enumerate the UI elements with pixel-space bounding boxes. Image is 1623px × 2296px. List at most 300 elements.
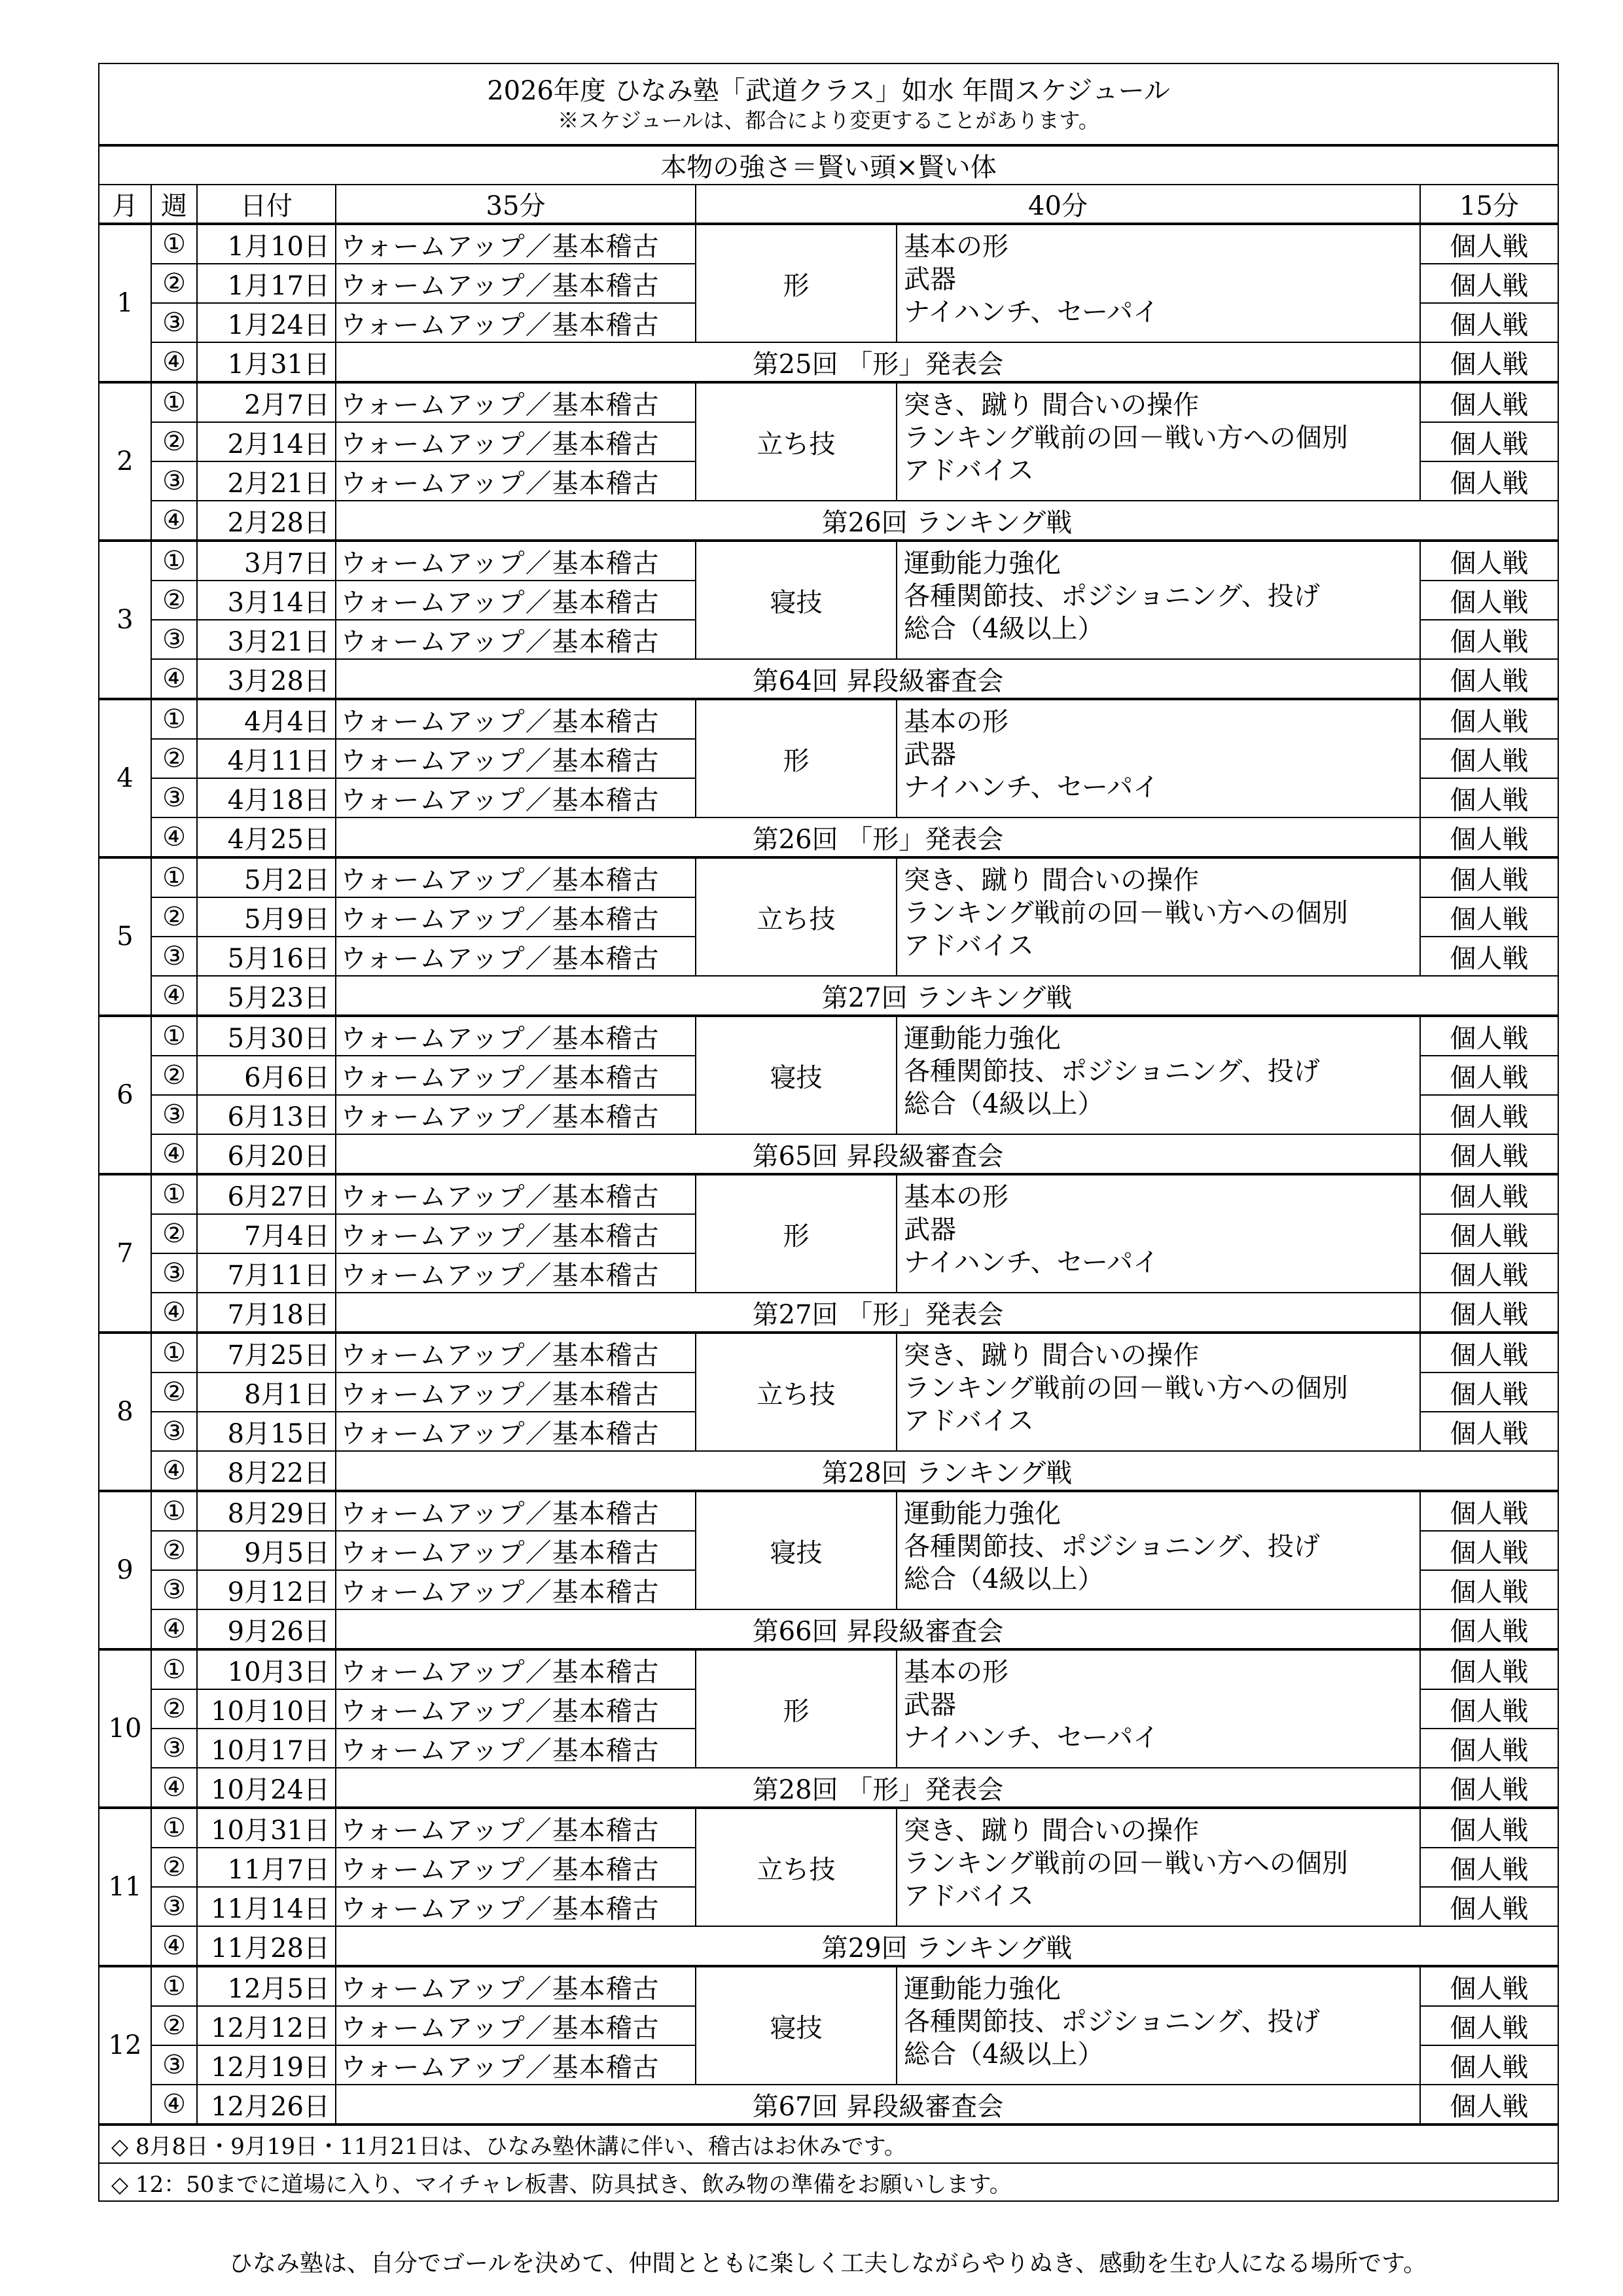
session-date: 6月27日 [197, 1174, 336, 1214]
warmup-cell: ウォームアップ／基本稽古 [336, 382, 696, 422]
individual-match-cell: 個人戦 [1420, 1134, 1558, 1174]
month-label: 12 [99, 1966, 151, 2125]
warmup-cell: ウォームアップ／基本稽古 [336, 857, 696, 897]
title-block [99, 63, 1558, 145]
week-number: ② [151, 1531, 197, 1570]
warmup-cell: ウォームアップ／基本稽古 [336, 1056, 696, 1095]
session-date: 7月11日 [197, 1253, 336, 1293]
month-label: 8 [99, 1333, 151, 1491]
warmup-cell: ウォームアップ／基本稽古 [336, 2006, 696, 2045]
warmup-cell: ウォームアップ／基本稽古 [336, 1095, 696, 1134]
schedule-row [99, 1768, 1558, 1808]
topic-detail-line: 武器 [904, 1690, 956, 1720]
warmup-cell: ウォームアップ／基本稽古 [336, 897, 696, 937]
week-number: ③ [151, 2045, 197, 2085]
session-date: 8月22日 [197, 1451, 336, 1491]
individual-match-cell: 個人戦 [1420, 2045, 1558, 2085]
warmup-cell: ウォームアップ／基本稽古 [336, 224, 696, 264]
week-number: ② [151, 739, 197, 778]
individual-match-cell: 個人戦 [1420, 937, 1558, 976]
topic-detail-line: 運動能力強化 [904, 548, 1061, 579]
week-number: ④ [151, 1134, 197, 1174]
session-date: 10月31日 [197, 1808, 336, 1848]
individual-match-cell: 個人戦 [1420, 1729, 1558, 1768]
warmup-cell: ウォームアップ／基本稽古 [336, 1174, 696, 1214]
session-date: 2月21日 [197, 461, 336, 501]
warmup-cell: ウォームアップ／基本稽古 [336, 2045, 696, 2085]
topic-name: 立ち技 [696, 382, 897, 501]
event-cell: 第26回 「形」発表会 [336, 817, 1420, 857]
warmup-cell: ウォームアップ／基本稽古 [336, 1808, 696, 1848]
week-number: ② [151, 1372, 197, 1412]
schedule-row [99, 2085, 1558, 2125]
session-date: 8月29日 [197, 1491, 336, 1531]
note-text: ◇ 12：50までに道場に入り、マイチャレ板書、防具拭き、飲み物の準備をお願いします。 [99, 2163, 1558, 2201]
individual-match-cell: 個人戦 [1420, 303, 1558, 342]
topic-name: 形 [696, 699, 897, 817]
session-date: 5月9日 [197, 897, 336, 937]
individual-match-cell: 個人戦 [1420, 1966, 1558, 2006]
event-cell: 第64回 昇段級審査会 [336, 659, 1420, 699]
topic-details [897, 1016, 1420, 1134]
week-number: ④ [151, 2085, 197, 2125]
individual-match-cell: 個人戦 [1420, 1372, 1558, 1412]
topic-detail-line: ランキング戦前の回－戦い方への個別 [904, 423, 1348, 453]
individual-match-cell: 個人戦 [1420, 224, 1558, 264]
individual-match-cell: 個人戦 [1420, 817, 1558, 857]
topic-details [897, 1174, 1420, 1293]
week-number: ② [151, 422, 197, 461]
warmup-cell: ウォームアップ／基本稽古 [336, 1412, 696, 1451]
schedule-row [99, 501, 1558, 541]
session-date: 1月31日 [197, 342, 336, 382]
topic-name: 形 [696, 1649, 897, 1768]
schedule-table [98, 63, 1559, 2202]
session-date: 6月20日 [197, 1134, 336, 1174]
individual-match-cell: 個人戦 [1420, 857, 1558, 897]
month-label: 9 [99, 1491, 151, 1649]
session-date: 12月19日 [197, 2045, 336, 2085]
session-date: 12月12日 [197, 2006, 336, 2045]
week-number: ④ [151, 817, 197, 857]
session-date: 5月2日 [197, 857, 336, 897]
individual-match-cell: 個人戦 [1420, 422, 1558, 461]
week-number: ④ [151, 976, 197, 1016]
topic-detail-line: 基本の形 [904, 1657, 1008, 1687]
session-date: 4月4日 [197, 699, 336, 739]
topic-detail-line: 武器 [904, 264, 956, 295]
schedule-row [99, 382, 1558, 422]
individual-match-cell: 個人戦 [1420, 1887, 1558, 1926]
event-cell: 第27回 「形」発表会 [336, 1293, 1420, 1333]
topic-detail-line: 各種関節技、ポジショニング、投げ [904, 581, 1320, 611]
session-date: 6月6日 [197, 1056, 336, 1095]
individual-match-cell: 個人戦 [1420, 1412, 1558, 1451]
session-date: 2月28日 [197, 501, 336, 541]
warmup-cell: ウォームアップ／基本稽古 [336, 1887, 696, 1926]
week-number: ② [151, 2006, 197, 2045]
session-date: 3月21日 [197, 620, 336, 659]
topic-detail-line: ランキング戦前の回－戦い方への個別 [904, 1848, 1348, 1878]
schedule-sheet [98, 63, 1558, 2202]
col-40min-header: 40分 [696, 185, 1420, 224]
month-label: 7 [99, 1174, 151, 1333]
topic-name: 立ち技 [696, 1333, 897, 1451]
warmup-cell: ウォームアップ／基本稽古 [336, 541, 696, 581]
warmup-cell: ウォームアップ／基本稽古 [336, 1729, 696, 1768]
footer-motto: ひなみ塾は、自分でゴールを決めて、仲間とともに楽しく工夫しながらやりぬき、感動を生む人になる場所です。 [228, 2250, 1427, 2277]
month-label: 1 [99, 224, 151, 382]
warmup-cell: ウォームアップ／基本稽古 [336, 1333, 696, 1372]
session-date: 12月5日 [197, 1966, 336, 2006]
col-15min-header: 15分 [1420, 185, 1558, 224]
schedule-row [99, 1491, 1558, 1531]
warmup-cell: ウォームアップ／基本稽古 [336, 1689, 696, 1729]
schedule-row [99, 1016, 1558, 1056]
session-date: 11月28日 [197, 1926, 336, 1966]
topic-detail-line: アドバイス [904, 931, 1034, 961]
schedule-row [99, 541, 1558, 581]
week-number: ① [151, 1966, 197, 2006]
warmup-cell: ウォームアップ／基本稽古 [336, 581, 696, 620]
topic-detail-line: 突き、蹴り 間合いの操作 [904, 390, 1200, 420]
week-number: ④ [151, 1768, 197, 1808]
week-number: ③ [151, 1570, 197, 1609]
session-date: 9月12日 [197, 1570, 336, 1609]
week-number: ① [151, 1808, 197, 1848]
warmup-cell: ウォームアップ／基本稽古 [336, 778, 696, 817]
note-text: ◇ 8月8日・9月19日・11月21日は、ひなみ塾休講に伴い、稽古はお休みです。 [99, 2125, 1558, 2163]
topic-details [897, 1966, 1420, 2085]
warmup-cell: ウォームアップ／基本稽古 [336, 1372, 696, 1412]
session-date: 4月11日 [197, 739, 336, 778]
week-number: ④ [151, 501, 197, 541]
topic-detail-line: 基本の形 [904, 707, 1008, 737]
topic-detail-line: 基本の形 [904, 1182, 1008, 1212]
individual-match-cell: 個人戦 [1420, 264, 1558, 303]
month-label: 5 [99, 857, 151, 1016]
warmup-cell: ウォームアップ／基本稽古 [336, 1016, 696, 1056]
individual-match-cell: 個人戦 [1420, 778, 1558, 817]
session-date: 2月14日 [197, 422, 336, 461]
note-row [99, 2163, 1558, 2201]
individual-match-cell: 個人戦 [1420, 1174, 1558, 1214]
individual-match-cell: 個人戦 [1420, 581, 1558, 620]
col-date-header: 日付 [197, 185, 336, 224]
week-number: ① [151, 699, 197, 739]
warmup-cell: ウォームアップ／基本稽古 [336, 303, 696, 342]
event-cell: 第66回 昇段級審査会 [336, 1609, 1420, 1649]
session-date: 10月17日 [197, 1729, 336, 1768]
event-cell: 第27回 ランキング戦 [336, 976, 1558, 1016]
event-cell: 第26回 ランキング戦 [336, 501, 1558, 541]
warmup-cell: ウォームアップ／基本稽古 [336, 699, 696, 739]
week-number: ③ [151, 1253, 197, 1293]
topic-detail-line: ランキング戦前の回－戦い方への個別 [904, 898, 1348, 928]
topic-name: 立ち技 [696, 1808, 897, 1926]
week-number: ② [151, 1214, 197, 1253]
individual-match-cell: 個人戦 [1420, 1570, 1558, 1609]
topic-name: 寝技 [696, 1491, 897, 1609]
individual-match-cell: 個人戦 [1420, 1768, 1558, 1808]
individual-match-cell: 個人戦 [1420, 1293, 1558, 1333]
warmup-cell: ウォームアップ／基本稽古 [336, 1848, 696, 1887]
week-number: ③ [151, 303, 197, 342]
week-number: ① [151, 1649, 197, 1689]
topic-details [897, 1808, 1420, 1926]
individual-match-cell: 個人戦 [1420, 1609, 1558, 1649]
schedule-row [99, 1966, 1558, 2006]
topic-details [897, 699, 1420, 817]
week-number: ① [151, 1016, 197, 1056]
individual-match-cell: 個人戦 [1420, 620, 1558, 659]
individual-match-cell: 個人戦 [1420, 461, 1558, 501]
topic-detail-line: 突き、蹴り 間合いの操作 [904, 1816, 1200, 1846]
schedule-row [99, 224, 1558, 264]
week-number: ③ [151, 620, 197, 659]
topic-detail-line: アドバイス [904, 1881, 1034, 1911]
session-date: 4月18日 [197, 778, 336, 817]
week-number: ③ [151, 778, 197, 817]
slogan: 本物の強さ＝賢い頭×賢い体 [99, 145, 1558, 185]
session-date: 3月14日 [197, 581, 336, 620]
individual-match-cell: 個人戦 [1420, 1689, 1558, 1729]
topic-detail-line: 突き、蹴り 間合いの操作 [904, 1340, 1200, 1371]
session-date: 3月28日 [197, 659, 336, 699]
event-cell: 第65回 昇段級審査会 [336, 1134, 1420, 1174]
individual-match-cell: 個人戦 [1420, 739, 1558, 778]
topic-detail-line: 各種関節技、ポジショニング、投げ [904, 1532, 1320, 1562]
topic-detail-line: ナイハンチ、セーパイ [904, 1723, 1159, 1753]
session-date: 11月14日 [197, 1887, 336, 1926]
warmup-cell: ウォームアップ／基本稽古 [336, 1570, 696, 1609]
week-number: ② [151, 1056, 197, 1095]
session-date: 8月1日 [197, 1372, 336, 1412]
session-date: 9月26日 [197, 1609, 336, 1649]
session-date: 1月10日 [197, 224, 336, 264]
week-number: ③ [151, 1887, 197, 1926]
topic-name: 形 [696, 1174, 897, 1293]
topic-details [897, 1333, 1420, 1451]
individual-match-cell: 個人戦 [1420, 1253, 1558, 1293]
week-number: ① [151, 1333, 197, 1372]
event-cell: 第25回 「形」発表会 [336, 342, 1420, 382]
week-number: ③ [151, 937, 197, 976]
column-header-row [99, 185, 1558, 224]
week-number: ② [151, 1689, 197, 1729]
warmup-cell: ウォームアップ／基本稽古 [336, 264, 696, 303]
month-label: 4 [99, 699, 151, 857]
warmup-cell: ウォームアップ／基本稽古 [336, 1253, 696, 1293]
week-number: ④ [151, 1609, 197, 1649]
warmup-cell: ウォームアップ／基本稽古 [336, 937, 696, 976]
session-date: 11月7日 [197, 1848, 336, 1887]
week-number: ① [151, 1491, 197, 1531]
warmup-cell: ウォームアップ／基本稽古 [336, 461, 696, 501]
session-date: 4月25日 [197, 817, 336, 857]
individual-match-cell: 個人戦 [1420, 1649, 1558, 1689]
session-date: 10月10日 [197, 1689, 336, 1729]
topic-details [897, 224, 1420, 342]
topic-name: 寝技 [696, 541, 897, 659]
warmup-cell: ウォームアップ／基本稽古 [336, 739, 696, 778]
session-date: 7月18日 [197, 1293, 336, 1333]
topic-name: 寝技 [696, 1016, 897, 1134]
schedule-row [99, 817, 1558, 857]
schedule-row [99, 1926, 1558, 1966]
week-number: ② [151, 581, 197, 620]
col-month-header: 月 [99, 185, 151, 224]
month-label: 2 [99, 382, 151, 541]
week-number: ① [151, 224, 197, 264]
topic-detail-line: ナイハンチ、セーパイ [904, 1247, 1159, 1278]
week-number: ② [151, 897, 197, 937]
session-date: 8月15日 [197, 1412, 336, 1451]
topic-details [897, 1491, 1420, 1609]
individual-match-cell: 個人戦 [1420, 659, 1558, 699]
event-cell: 第28回 「形」発表会 [336, 1768, 1420, 1808]
schedule-row [99, 1134, 1558, 1174]
topic-detail-line: ランキング戦前の回－戦い方への個別 [904, 1373, 1348, 1403]
topic-detail-line: 武器 [904, 740, 956, 770]
session-date: 5月16日 [197, 937, 336, 976]
event-cell: 第28回 ランキング戦 [336, 1451, 1558, 1491]
week-number: ② [151, 264, 197, 303]
topic-details [897, 857, 1420, 976]
topic-detail-line: ナイハンチ、セーパイ [904, 297, 1159, 327]
individual-match-cell: 個人戦 [1420, 342, 1558, 382]
individual-match-cell: 個人戦 [1420, 1095, 1558, 1134]
topic-detail-line: 突き、蹴り 間合いの操作 [904, 865, 1200, 895]
month-label: 11 [99, 1808, 151, 1966]
individual-match-cell: 個人戦 [1420, 541, 1558, 581]
individual-match-cell: 個人戦 [1420, 382, 1558, 422]
topic-detail-line: 各種関節技、ポジショニング、投げ [904, 2007, 1320, 2037]
week-number: ③ [151, 1095, 197, 1134]
week-number: ① [151, 1174, 197, 1214]
topic-detail-line: 総合（4級以上） [904, 1564, 1104, 1594]
schedule-row [99, 857, 1558, 897]
individual-match-cell: 個人戦 [1420, 1016, 1558, 1056]
topic-detail-line: 運動能力強化 [904, 1024, 1061, 1054]
topic-details [897, 1649, 1420, 1768]
session-date: 5月23日 [197, 976, 336, 1016]
topic-detail-line: 各種関節技、ポジショニング、投げ [904, 1056, 1320, 1086]
topic-name: 形 [696, 224, 897, 342]
schedule-row [99, 1293, 1558, 1333]
topic-details [897, 541, 1420, 659]
warmup-cell: ウォームアップ／基本稽古 [336, 1966, 696, 2006]
schedule-row [99, 976, 1558, 1016]
week-number: ④ [151, 342, 197, 382]
individual-match-cell: 個人戦 [1420, 2085, 1558, 2125]
warmup-cell: ウォームアップ／基本稽古 [336, 1531, 696, 1570]
week-number: ③ [151, 1729, 197, 1768]
week-number: ① [151, 541, 197, 581]
week-number: ③ [151, 461, 197, 501]
session-date: 3月7日 [197, 541, 336, 581]
week-number: ④ [151, 659, 197, 699]
week-number: ① [151, 382, 197, 422]
topic-detail-line: アドバイス [904, 456, 1034, 486]
individual-match-cell: 個人戦 [1420, 1333, 1558, 1372]
session-date: 7月4日 [197, 1214, 336, 1253]
session-date: 7月25日 [197, 1333, 336, 1372]
session-date: 2月7日 [197, 382, 336, 422]
schedule-row [99, 342, 1558, 382]
warmup-cell: ウォームアップ／基本稽古 [336, 422, 696, 461]
session-date: 10月24日 [197, 1768, 336, 1808]
schedule-row [99, 659, 1558, 699]
schedule-note: ※スケジュールは、都合により変更することがあります。 [558, 108, 1099, 133]
col-week-header: 週 [151, 185, 197, 224]
topic-name: 寝技 [696, 1966, 897, 2085]
individual-match-cell: 個人戦 [1420, 1214, 1558, 1253]
week-number: ④ [151, 1293, 197, 1333]
month-label: 6 [99, 1016, 151, 1174]
session-date: 1月24日 [197, 303, 336, 342]
warmup-cell: ウォームアップ／基本稽古 [336, 1649, 696, 1689]
topic-name: 立ち技 [696, 857, 897, 976]
individual-match-cell: 個人戦 [1420, 1848, 1558, 1887]
col-35min-header: 35分 [336, 185, 696, 224]
schedule-row [99, 1174, 1558, 1214]
warmup-cell: ウォームアップ／基本稽古 [336, 620, 696, 659]
week-number: ④ [151, 1451, 197, 1491]
topic-details [897, 382, 1420, 501]
session-date: 9月5日 [197, 1531, 336, 1570]
warmup-cell: ウォームアップ／基本稽古 [336, 1491, 696, 1531]
topic-detail-line: 総合（4級以上） [904, 614, 1104, 644]
page-title: 2026年度 ひなみ塾「武道クラス」如水 年間スケジュール [487, 76, 1170, 106]
individual-match-cell: 個人戦 [1420, 1056, 1558, 1095]
topic-detail-line: 総合（4級以上） [904, 1089, 1104, 1119]
individual-match-cell: 個人戦 [1420, 897, 1558, 937]
topic-detail-line: アドバイス [904, 1406, 1034, 1436]
session-date: 12月26日 [197, 2085, 336, 2125]
schedule-row [99, 1333, 1558, 1372]
event-cell: 第67回 昇段級審査会 [336, 2085, 1420, 2125]
topic-detail-line: 運動能力強化 [904, 1974, 1061, 2004]
topic-detail-line: 基本の形 [904, 232, 1008, 262]
week-number: ④ [151, 1926, 197, 1966]
schedule-row [99, 1649, 1558, 1689]
topic-detail-line: 運動能力強化 [904, 1499, 1061, 1529]
topic-detail-line: 総合（4級以上） [904, 2039, 1104, 2070]
week-number: ② [151, 1848, 197, 1887]
schedule-row [99, 1609, 1558, 1649]
individual-match-cell: 個人戦 [1420, 1491, 1558, 1531]
week-number: ① [151, 857, 197, 897]
note-row [99, 2125, 1558, 2163]
month-label: 10 [99, 1649, 151, 1808]
warmup-cell: ウォームアップ／基本稽古 [336, 1214, 696, 1253]
individual-match-cell: 個人戦 [1420, 1808, 1558, 1848]
event-cell: 第29回 ランキング戦 [336, 1926, 1558, 1966]
week-number: ③ [151, 1412, 197, 1451]
session-date: 10月3日 [197, 1649, 336, 1689]
session-date: 1月17日 [197, 264, 336, 303]
individual-match-cell: 個人戦 [1420, 1531, 1558, 1570]
session-date: 5月30日 [197, 1016, 336, 1056]
schedule-row [99, 1808, 1558, 1848]
topic-detail-line: 武器 [904, 1215, 956, 1245]
month-label: 3 [99, 541, 151, 699]
individual-match-cell: 個人戦 [1420, 699, 1558, 739]
individual-match-cell: 個人戦 [1420, 2006, 1558, 2045]
schedule-row [99, 1451, 1558, 1491]
topic-detail-line: ナイハンチ、セーパイ [904, 772, 1159, 802]
